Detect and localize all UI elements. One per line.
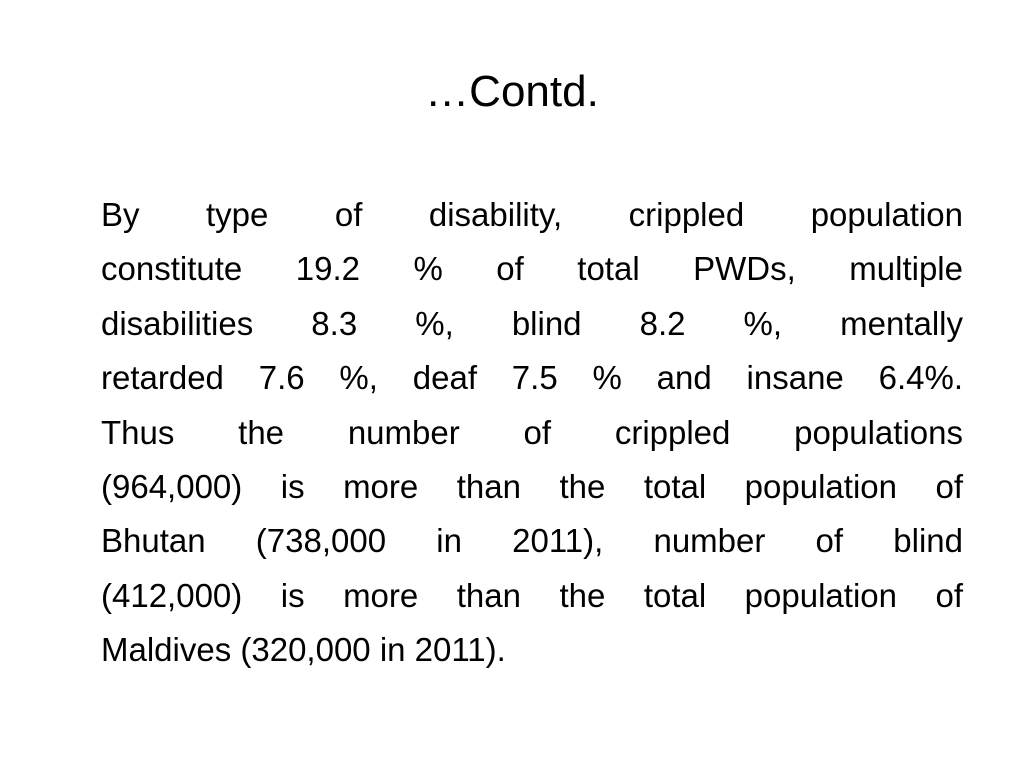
body-line: Bhutan (738,000 in 2011), number of blind	[101, 522, 963, 560]
body-line: constitute 19.2 % of total PWDs, multiple	[101, 250, 963, 288]
body-line: retarded 7.6 %, deaf 7.5 % and insane 6.4%.	[101, 359, 963, 397]
body-line: By type of disability, crippled population	[101, 196, 963, 233]
slide-body-text	[101, 188, 963, 678]
body-line: (964,000) is more than the total population of	[101, 468, 963, 506]
body-line: (412,000) is more than the total population of	[101, 576, 963, 614]
body-line: Maldives (320,000 in 2011).	[101, 631, 506, 669]
slide-title: …Contd.	[425, 67, 599, 116]
body-line: Thus the number of crippled populations	[101, 413, 963, 451]
body-line: disabilities 8.3 %, blind 8.2 %, mentally	[101, 304, 963, 342]
